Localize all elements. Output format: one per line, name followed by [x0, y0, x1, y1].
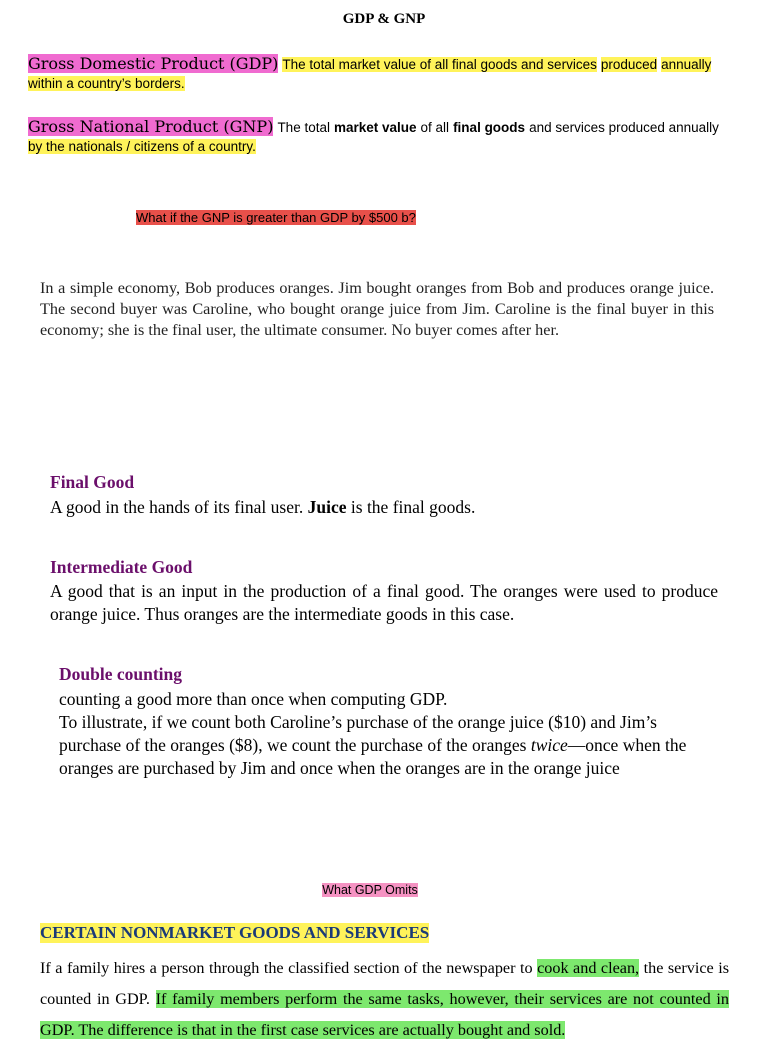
gnp-def-part: of all — [420, 120, 450, 135]
nonmarket-paragraph — [40, 953, 729, 1046]
omits-callout — [0, 883, 740, 897]
page-title: GDP & GNP — [342, 11, 426, 27]
double-counting-emphasis: twice — [530, 735, 568, 755]
gdp-definition — [28, 54, 728, 93]
gnp-def-bold: market value — [333, 120, 417, 135]
nonmarket-text-part: the service is counted in GDP. — [40, 959, 729, 1008]
final-good-text-part: A good in the hands of its final user. — [50, 497, 304, 517]
gdp-def-part: annually — [661, 57, 712, 72]
gnp-def-bold: final goods — [453, 120, 526, 135]
nonmarket-heading: CERTAIN NONMARKET GOODS AND SERVICES — [40, 923, 430, 942]
gnp-def-part: and services produced annually — [529, 120, 719, 135]
final-good-text — [50, 496, 475, 519]
gnp-definition — [28, 117, 728, 156]
double-counting-line1: counting a good more than once when computing GDP. — [59, 689, 448, 709]
gnp-term: Gross National Product (GNP) — [28, 117, 274, 136]
intermediate-good-heading: Intermediate Good — [50, 557, 193, 577]
nonmarket-text-part: If a family hires a person through the classified section of the newspaper to — [40, 959, 533, 977]
gdp-def-part: The total market value of all final goods and services — [282, 57, 597, 72]
gnp-def-highlight: by the nationals / citizens of a country. — [28, 139, 256, 154]
double-counting-text — [59, 688, 719, 780]
final-good-emphasis: Juice — [307, 497, 347, 517]
gdp-def-part: produced — [600, 57, 658, 72]
question-text: What if the GNP is greater than GDP by $500 b? — [136, 210, 416, 225]
omits-text: What GDP Omits — [322, 883, 418, 897]
question-callout — [136, 210, 416, 225]
nonmarket-highlight: cook and clean, — [537, 959, 640, 977]
final-good-text-part: is the final goods. — [350, 497, 476, 517]
double-counting-example: To illustrate, if we count both Caroline’s purchase of the orange juice ($10) and Jim’s purchase of the oranges ($8), we count the purchase of the oranges twice—once when the oranges are purchased by Jim and once when the oranges are in the orange juice — [59, 712, 687, 778]
gnp-def-part: The total — [277, 120, 330, 135]
double-counting-heading: Double counting — [59, 664, 183, 684]
story-paragraph: In a simple economy, Bob produces oranges. Jim bought oranges from Bob and produces orange juice. The second buyer was Caroline, who bought orange juice from Jim. Caroline is the final buyer in this economy; she is the final user, the ultimate consumer. No buyer comes after her. — [40, 279, 714, 339]
gdp-def-part: within a country’s borders. — [28, 76, 185, 91]
gdp-term: Gross Domestic Product (GDP) — [28, 54, 279, 73]
final-good-heading: Final Good — [50, 472, 135, 492]
nonmarket-highlight: If family members perform the same tasks, however, their services are not counted in GDP. The difference is that in the first case services are actually bought and sold. — [40, 990, 729, 1039]
intermediate-good-text: A good that is an input in the production of a final good. The oranges were used to produce orange juice. Thus oranges are the intermediate goods in this case. — [50, 581, 718, 624]
